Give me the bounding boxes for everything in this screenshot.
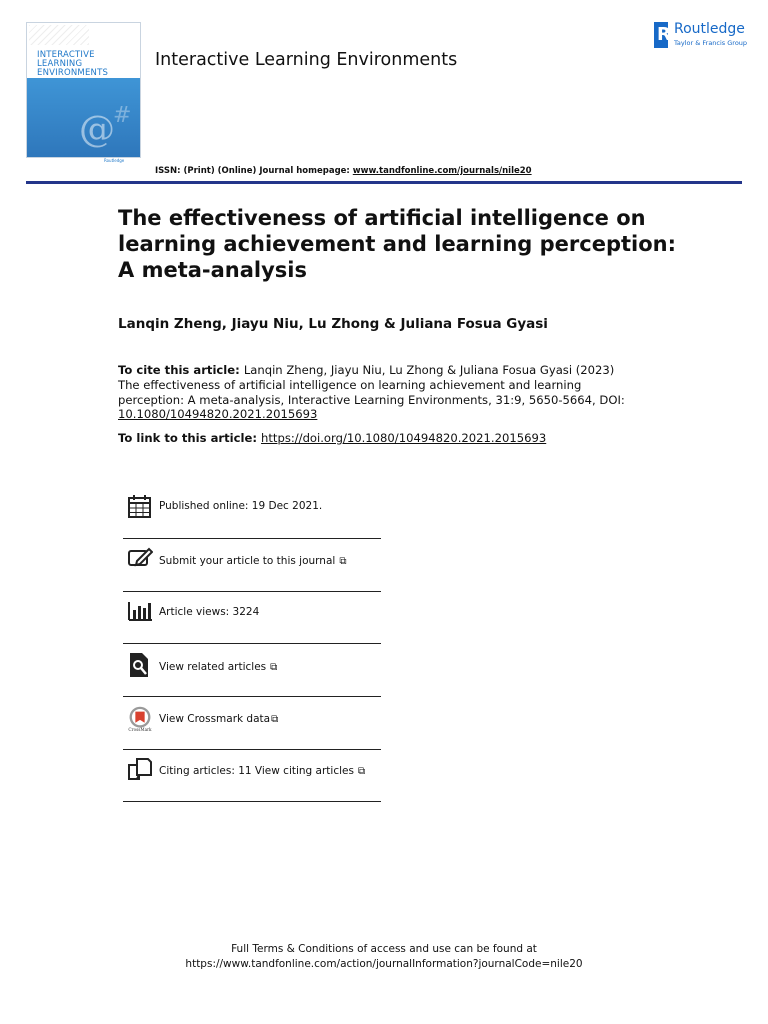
- submit-article-row[interactable]: Submit your article to this journal ⧉: [123, 546, 381, 598]
- journal-homepage-link[interactable]: www.tandfonline.com/journals/nile20: [352, 166, 532, 176]
- divider: [123, 643, 381, 644]
- crossmark-row[interactable]: CrossMark View Crossmark data⧉: [123, 706, 381, 758]
- divider: [123, 696, 381, 697]
- cover-publisher-logo: Routledge: [104, 158, 125, 163]
- footer-terms: Full Terms & Conditions of access and use can be found at https://www.tandfonline.com/action/journalInformation?journalCode=nile20: [0, 942, 768, 972]
- edit-icon: [127, 546, 153, 572]
- bar-chart-icon: [127, 599, 153, 625]
- article-authors: Lanqin Zheng, Jiayu Niu, Lu Zhong & Juliana Fosua Gyasi: [118, 316, 548, 332]
- journal-cover-image: INTERACTIVE LEARNING ENVIRONMENTS @ #: [26, 22, 141, 158]
- publisher-mark-icon: R: [654, 22, 668, 48]
- calendar-icon: [127, 494, 153, 520]
- external-link-icon: ⧉: [339, 556, 347, 567]
- article-title: The effectiveness of artificial intelligence on learning achievement and learning perception: A meta-analysis: [118, 206, 677, 282]
- header-divider: [26, 181, 742, 184]
- article-views-row: Article views: 3224: [123, 599, 381, 651]
- divider: [123, 538, 381, 539]
- publisher-logo: R Routledge Taylor & Francis Group: [654, 22, 749, 50]
- divider: [123, 749, 381, 750]
- citation-block: To cite this article: Lanqin Zheng, Jiayu Niu, Lu Zhong & Juliana Fosua Gyasi (2023) The effectiveness of artificial intelligence on learning achievement and learning perception: A meta-analysis, Interactive Learning Environments, 31:9, 5650-5664, DOI: 10.1080/10494820.2021.2015693: [118, 363, 625, 422]
- divider: [123, 801, 381, 802]
- external-link-icon: ⧉: [357, 766, 366, 777]
- crossmark-icon: [127, 706, 153, 732]
- terms-link[interactable]: https://www.tandfonline.com/action/journalInformation?journalCode=nile20: [185, 958, 583, 970]
- external-link-icon: ⧉: [271, 714, 279, 725]
- divider: [123, 591, 381, 592]
- cover-title: INTERACTIVE LEARNING ENVIRONMENTS: [37, 50, 109, 78]
- citing-articles-icon: [127, 757, 153, 783]
- svg-text:CrossMark: CrossMark: [128, 727, 152, 732]
- external-link-icon: ⧉: [270, 662, 278, 673]
- journal-title: Interactive Learning Environments: [155, 50, 458, 70]
- doi-link[interactable]: 10.1080/10494820.2021.2015693: [118, 407, 318, 422]
- search-document-icon: [127, 652, 153, 678]
- article-link-line: To link to this article: https://doi.org/10.1080/10494820.2021.2015693: [118, 431, 547, 445]
- related-articles-row[interactable]: View related articles ⧉: [123, 652, 381, 704]
- published-online-row: Published online: 19 Dec 2021.: [123, 494, 381, 546]
- citing-articles-row[interactable]: Citing articles: 11 View citing articles ⧉: [123, 757, 381, 809]
- issn-line: ISSN: (Print) (Online) Journal homepage: www.tandfonline.com/journals/nile20: [155, 166, 532, 176]
- article-doi-url[interactable]: https://doi.org/10.1080/10494820.2021.2015693: [261, 431, 547, 445]
